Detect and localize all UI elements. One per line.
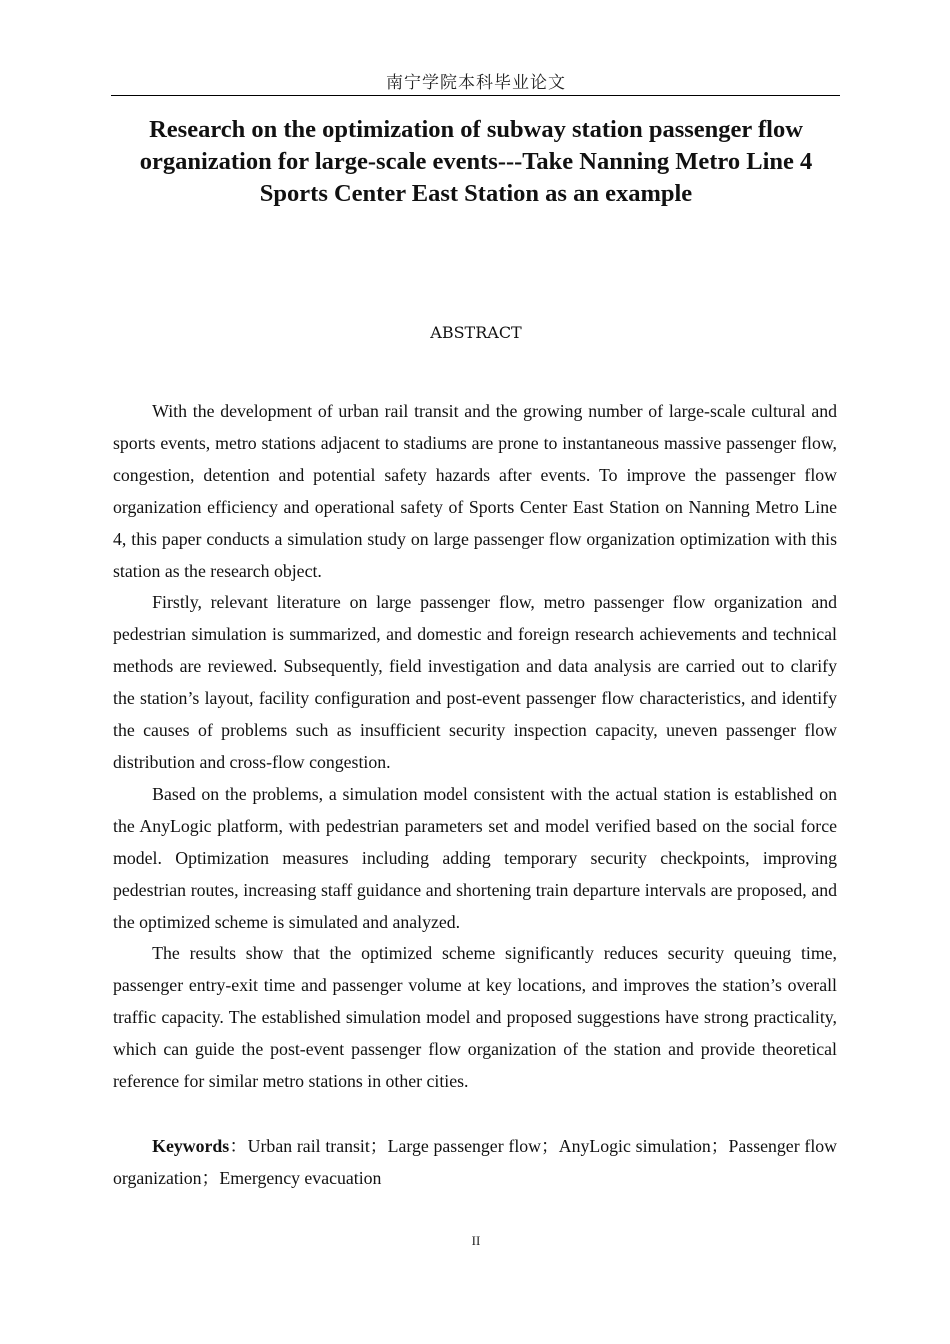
abstract-paragraph-4: The results show that the optimized scheme significantly reduces security queuing time, passenger entry-exit time and passenger volume at key locations, and improves the station’s overall traffic capacity. The established simulation model and proposed suggestions have strong practicality, which can guide the post-event passenger flow organization of the station and provide theoretical reference for similar metro stations in other cities. (113, 943, 837, 1092)
keywords-line (113, 1130, 837, 1194)
thesis-title (112, 114, 840, 210)
keywords-separator: ： (229, 1136, 248, 1156)
title-line-3: Sports Center East Station as an example (259, 180, 693, 207)
abstract-paragraph-3: Based on the problems, a simulation model consistent with the actual station is established on the AnyLogic platform, with pedestrian parameters set and model verified based on the social force model. Optimization measures including adding temporary security checkpoints, improving pedestrian routes, increasing staff guidance and shortening train departure intervals are proposed, and the optimized scheme is simulated and analyzed. (113, 783, 837, 932)
page-number: II (471, 1233, 481, 1248)
title-line-2: organization for large-scale events---Take Nanning Metro Line 4 (139, 148, 813, 175)
running-header: 南宁学院本科毕业论文 (386, 73, 566, 93)
keywords-text: Urban rail transit；Large passenger flow；AnyLogic simulation；Passenger flow organization；Emergency evacuation (113, 1136, 837, 1188)
header-rule (111, 95, 840, 96)
abstract-paragraph-1: With the development of urban rail transit and the growing number of large-scale cultural and sports events, metro stations adjacent to stadiums are prone to instantaneous massive passenger flow, congestion, detention and potential safety hazards after events. To improve the passenger flow organization efficiency and operational safety of Sports Center East Station on Nanning Metro Line 4, this paper conducts a simulation study on large passenger flow organization optimization with this station as the research object. (113, 401, 837, 581)
title-line-1: Research on the optimization of subway station passenger flow (149, 116, 803, 143)
keywords-label: Keywords (152, 1136, 230, 1156)
abstract-paragraph-2: Firstly, relevant literature on large passenger flow, metro passenger flow organization and pedestrian simulation is summarized, and domestic and foreign research achievements and technical methods are reviewed. Subsequently, field investigation and data analysis are carried out to clarify the station’s layout, facility configuration and post-event passenger flow characteristics, and identify the causes of problems such as insufficient security inspection capacity, uneven passenger flow distribution and cross-flow congestion. (113, 592, 837, 772)
abstract-body (113, 396, 837, 1098)
abstract-heading: ABSTRACT (430, 323, 522, 342)
